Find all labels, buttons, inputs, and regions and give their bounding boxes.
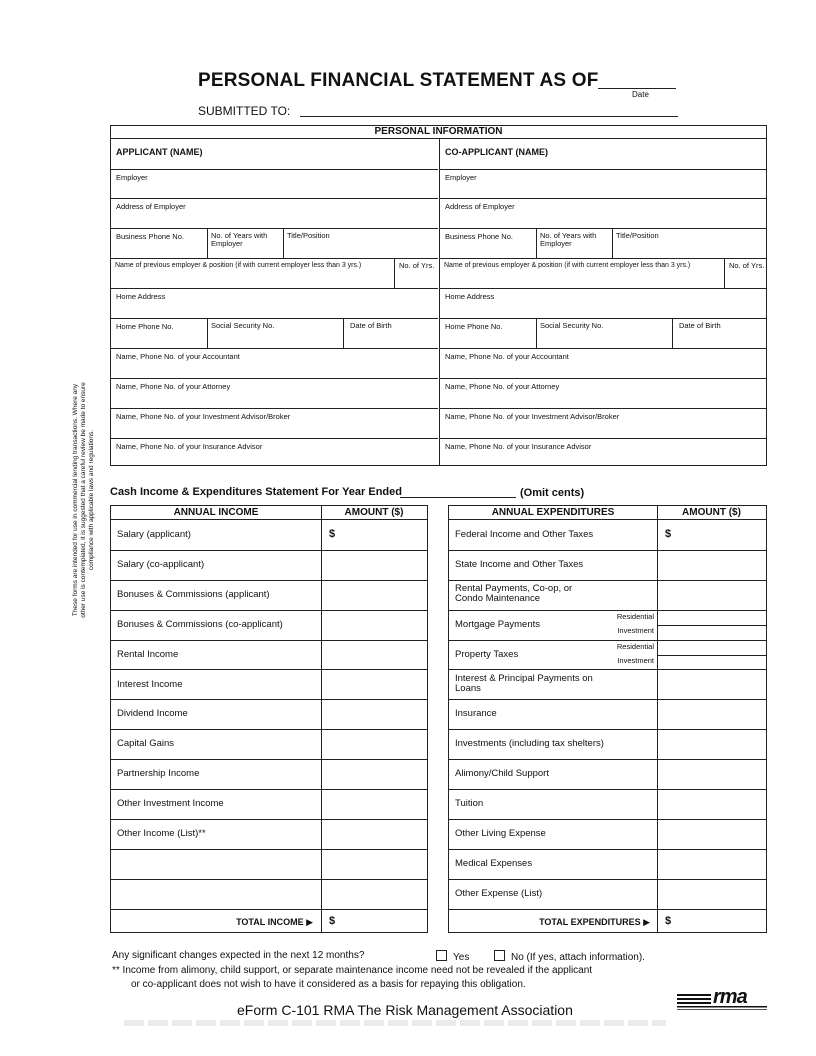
income-row[interactable]: [111, 729, 427, 760]
expenditure-row-label: Other Expense (List): [455, 887, 543, 899]
income-row-label: Salary (applicant): [117, 529, 191, 540]
field-label: Employer: [445, 173, 477, 182]
footnote-line-2: or co-applicant does not wish to have it considered as a basis for repaying this obligation.: [131, 979, 526, 990]
amount-header: AMOUNT ($): [657, 506, 766, 520]
field-label: Employer: [116, 173, 148, 182]
total-income-label: TOTAL INCOME ▶: [236, 917, 313, 927]
total-expenditures-dollar[interactable]: $: [665, 915, 672, 927]
no-label: No (If yes, attach information).: [511, 952, 645, 963]
applicant-investment-advisor-field[interactable]: [111, 408, 438, 439]
income-row[interactable]: [111, 879, 427, 909]
income-row[interactable]: [111, 580, 427, 611]
business-phone-label[interactable]: Business Phone No.: [116, 232, 184, 241]
expenditure-row[interactable]: [449, 849, 766, 880]
income-row-label: Other Income (List)**: [117, 828, 206, 839]
title-position-field[interactable]: [612, 228, 766, 258]
coapplicant-previous-employer-row[interactable]: [440, 258, 766, 289]
expenditure-row[interactable]: [449, 699, 766, 730]
cash-statement-title: Cash Income & Expenditures Statement For Year Ended: [110, 486, 402, 498]
no-option[interactable]: [494, 950, 645, 963]
total-income-dollar[interactable]: $: [329, 915, 336, 927]
years-with-employer-field[interactable]: [536, 228, 613, 258]
yes-label: Yes: [453, 952, 470, 963]
page-title: PERSONAL FINANCIAL STATEMENT AS OF: [198, 70, 599, 91]
coapplicant-accountant-field[interactable]: [440, 348, 766, 379]
ssn-field[interactable]: [536, 318, 673, 348]
rma-logo: [677, 988, 771, 1012]
home-phone-label[interactable]: Home Phone No.: [116, 322, 174, 331]
expenditure-row-label: Federal Income and Other Taxes: [455, 529, 594, 540]
applicant-column: [111, 139, 438, 465]
field-label: Social Security No.: [211, 321, 275, 330]
income-dollar-sign: $: [329, 528, 336, 540]
expenditure-row-label: Mortgage Payments: [455, 618, 541, 630]
total-expenditures-row: [449, 909, 766, 934]
expenditure-row-label: Rental Payments, Co-op, or Condo Maintenance: [455, 582, 573, 604]
income-row[interactable]: [111, 759, 427, 790]
income-row-label: Dividend Income: [117, 708, 188, 720]
form-id: eForm C-101 RMA The Risk Management Association: [237, 1002, 573, 1018]
expenditure-row-label: Property Taxes: [455, 648, 519, 660]
years-with-employer-field[interactable]: [207, 228, 284, 258]
income-row-label: Interest Income: [117, 678, 183, 690]
residential-label: Residential: [616, 641, 654, 651]
submitted-to-label: SUBMITTED TO:: [198, 104, 291, 118]
field-label: No. of Years with Employer: [211, 231, 268, 248]
income-row-label: Other Investment Income: [117, 798, 224, 810]
applicant-accountant-field[interactable]: [111, 348, 438, 379]
applicant-attorney-field[interactable]: [111, 378, 438, 409]
side-note-text: These forms are intended for use in commercial lending transactions. Where any other use is contemplated, it is suggested that a careful review be made to ensure compliance with applicable laws and regulations.: [72, 382, 95, 618]
coapplicant-insurance-advisor-field[interactable]: [440, 438, 766, 466]
submitted-to-field[interactable]: [300, 116, 678, 117]
field-label: Address of Employer: [116, 202, 186, 211]
income-row[interactable]: [111, 699, 427, 730]
field-label: Name of previous employer & position (if with current employer less than 3 yrs.): [444, 262, 691, 269]
income-row[interactable]: [111, 670, 427, 701]
expenditure-row[interactable]: [449, 670, 766, 701]
applicant-home-row: [111, 318, 438, 349]
income-row-label: Salary (co-applicant): [117, 558, 205, 570]
year-ended-field[interactable]: [400, 497, 516, 498]
field-label: Name, Phone No. of your Accountant: [445, 352, 569, 361]
field-label: Name of previous employer & position (if with current employer less than 3 yrs.): [115, 262, 362, 269]
expenditure-row[interactable]: [449, 610, 766, 641]
expenditure-row-label: Medical Expenses: [455, 857, 533, 869]
previous-years-field[interactable]: [394, 258, 438, 288]
income-row[interactable]: [111, 610, 427, 641]
faint-bleed-text: [124, 1020, 666, 1026]
omit-cents-note: (Omit cents): [520, 487, 585, 499]
personal-information-heading: PERSONAL INFORMATION: [111, 126, 766, 139]
income-row-label: Bonuses & Commissions (applicant): [117, 588, 270, 600]
home-phone-label[interactable]: Home Phone No.: [445, 322, 503, 331]
ssn-field[interactable]: [207, 318, 344, 348]
expenditure-row-label: Insurance: [455, 708, 497, 720]
field-label: Name, Phone No. of your Attorney: [116, 382, 231, 391]
yes-checkbox[interactable]: [436, 950, 447, 961]
expenditure-row-label: Interest & Principal Payments on Loans: [455, 672, 593, 694]
income-row[interactable]: [111, 819, 427, 850]
amount-header: AMOUNT ($): [321, 506, 427, 520]
expenditure-row-label: Alimony/Child Support: [455, 768, 549, 780]
field-label: Date of Birth: [350, 321, 392, 330]
yes-option[interactable]: [436, 950, 469, 963]
field-label: Home Address: [445, 292, 495, 301]
coapplicant-attorney-field[interactable]: [440, 378, 766, 409]
expenditure-row-label: Tuition: [455, 798, 484, 810]
sub-row-divider: [657, 625, 766, 626]
investment-label: Investment: [617, 655, 654, 665]
field-label: Name, Phone No. of your Accountant: [116, 352, 240, 361]
date-label: Date: [632, 90, 649, 99]
field-label: Name, Phone No. of your Insurance Advisor: [116, 442, 263, 451]
applicant-heading: APPLICANT (NAME): [116, 147, 203, 157]
total-expenditures-label: TOTAL EXPENDITURES ▶: [539, 917, 650, 927]
income-row[interactable]: [111, 640, 427, 671]
field-label: Home Address: [116, 292, 166, 301]
coapplicant-business-row: [440, 228, 766, 259]
expenditure-row[interactable]: [449, 759, 766, 790]
annual-expenditures-table: [448, 505, 767, 933]
expenditure-row-label: Other Living Expense: [455, 828, 546, 839]
previous-years-field[interactable]: [724, 258, 766, 288]
applicant-business-row: [111, 228, 438, 259]
income-header: ANNUAL INCOME: [111, 506, 321, 520]
income-row[interactable]: [111, 550, 427, 581]
income-row[interactable]: [111, 520, 427, 551]
annual-income-table: [110, 505, 428, 933]
coapplicant-home-row: [440, 318, 766, 349]
expenditure-row[interactable]: [449, 819, 766, 850]
field-label: No. of Yrs.: [729, 261, 765, 270]
expenditure-row[interactable]: [449, 879, 766, 909]
coapplicant-home-address-field[interactable]: [440, 288, 766, 319]
field-label: Name, Phone No. of your Investment Advisor/Broker: [445, 412, 620, 421]
coapplicant-name-row[interactable]: [440, 139, 766, 170]
field-label: No. of Years with Employer: [540, 231, 597, 248]
applicant-home-address-field[interactable]: [111, 288, 438, 319]
investment-label: Investment: [617, 625, 654, 635]
no-checkbox[interactable]: [494, 950, 505, 961]
field-label: No. of Yrs.: [399, 261, 435, 270]
expenditures-header: ANNUAL EXPENDITURES: [449, 506, 657, 520]
expenditure-row-label: State Income and Other Taxes: [455, 558, 584, 570]
applicant-previous-employer-row[interactable]: [111, 258, 438, 289]
applicant-insurance-advisor-field[interactable]: [111, 438, 438, 466]
dob-field[interactable]: [672, 318, 766, 348]
footnote-line-1: ** Income from alimony, child support, or separate maintenance income need not be revealed if the applicant: [112, 965, 593, 976]
expenditure-row[interactable]: [449, 580, 766, 611]
residential-label: Residential: [616, 611, 654, 621]
income-row-label: Capital Gains: [117, 738, 175, 750]
field-label: Name, Phone No. of your Attorney: [445, 382, 560, 391]
total-income-row: [111, 909, 427, 934]
date-field[interactable]: [598, 88, 676, 89]
dob-field[interactable]: [343, 318, 438, 348]
coapplicant-column: [439, 139, 766, 465]
field-label: Social Security No.: [540, 321, 604, 330]
field-label: Title/Position: [287, 231, 330, 240]
field-label: Date of Birth: [679, 321, 721, 330]
applicant-name-row[interactable]: [111, 139, 438, 170]
expenditure-row[interactable]: [449, 520, 766, 551]
field-label: Address of Employer: [445, 202, 515, 211]
income-row-label: Partnership Income: [117, 768, 200, 780]
expenditure-row[interactable]: [449, 550, 766, 581]
expenditure-row[interactable]: [449, 640, 766, 671]
field-label: Name, Phone No. of your Investment Advisor/Broker: [116, 412, 291, 421]
expenditure-row[interactable]: [449, 729, 766, 760]
rma-logo-text: rma: [713, 986, 747, 1008]
field-label: Title/Position: [616, 231, 659, 240]
sub-row-divider: [657, 655, 766, 656]
field-label: Name, Phone No. of your Insurance Advisor: [445, 442, 592, 451]
personal-information-section: [110, 125, 767, 466]
applicant-employer-field[interactable]: [111, 169, 438, 199]
coapplicant-employer-field[interactable]: [440, 169, 766, 199]
changes-question: Any significant changes expected in the next 12 months?: [112, 950, 365, 961]
expenditure-row-label: Investments (including tax shelters): [455, 738, 604, 750]
income-row-label: Bonuses & Commissions (co-applicant): [117, 618, 283, 630]
title-position-field[interactable]: [283, 228, 438, 258]
coapplicant-employer-address-field[interactable]: [440, 198, 766, 229]
applicant-employer-address-field[interactable]: [111, 198, 438, 229]
coapplicant-investment-advisor-field[interactable]: [440, 408, 766, 439]
coapplicant-heading: CO-APPLICANT (NAME): [445, 147, 548, 157]
income-row[interactable]: [111, 849, 427, 880]
expenditure-row[interactable]: [449, 789, 766, 820]
expenditure-dollar-sign: $: [665, 528, 672, 540]
business-phone-label[interactable]: Business Phone No.: [445, 232, 513, 241]
income-row[interactable]: [111, 789, 427, 820]
income-row-label: Rental Income: [117, 648, 179, 660]
